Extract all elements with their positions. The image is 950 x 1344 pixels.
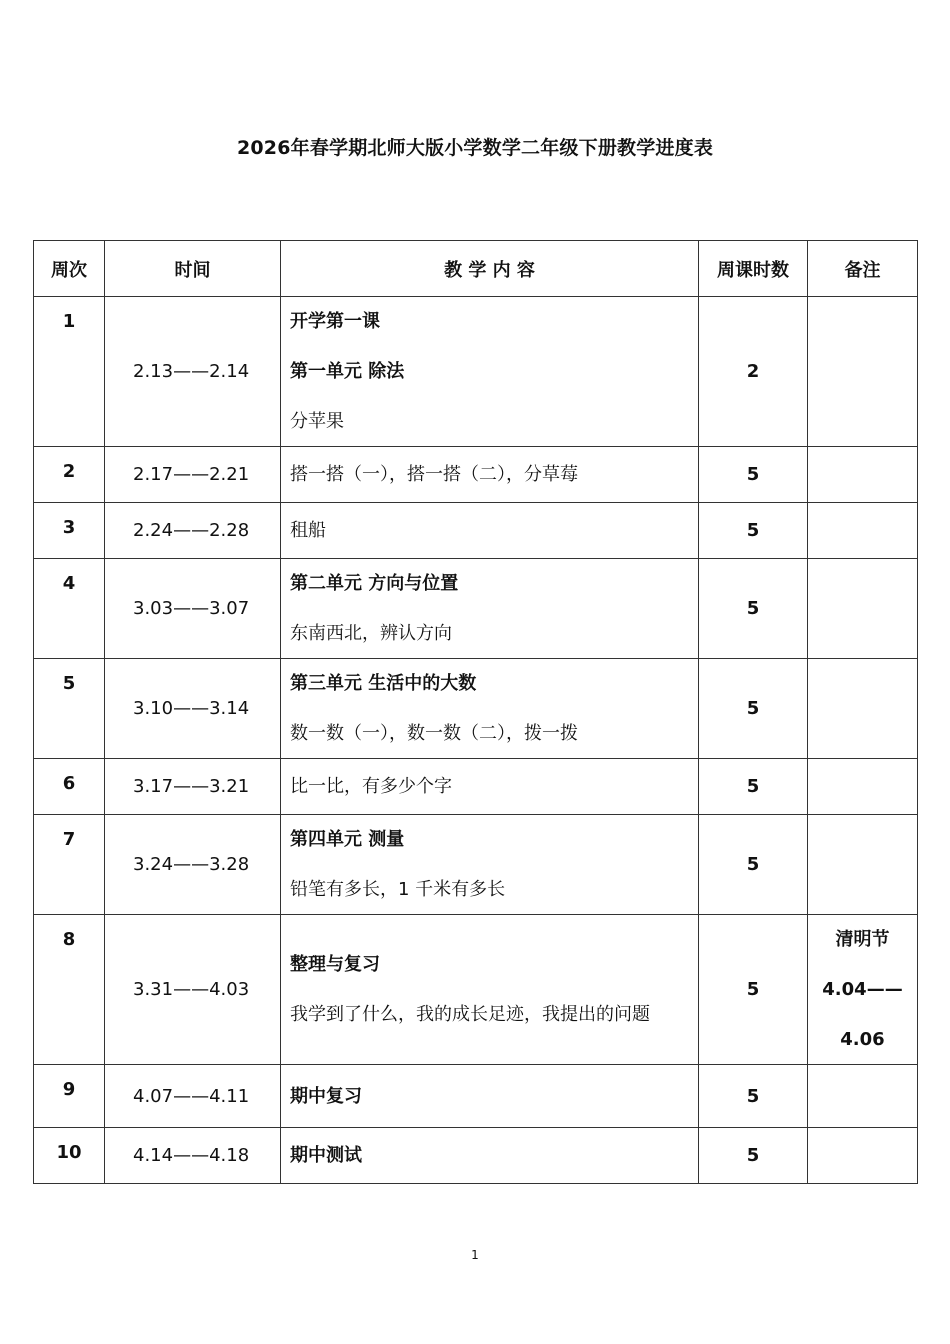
header-week: 周次 (34, 241, 105, 297)
content-cell (281, 759, 699, 815)
hours-cell: 5 (699, 447, 808, 503)
week-cell: 5 (34, 659, 105, 759)
time-cell: 3.24——3.28 (105, 815, 281, 915)
week-cell: 9 (34, 1065, 105, 1128)
page-title: 2026年春学期北师大版小学数学二年级下册教学进度表 (236, 137, 714, 159)
header-time: 时间 (105, 241, 281, 297)
note-cell (808, 1065, 918, 1128)
content-line: 第四单元 测量 (290, 829, 405, 850)
note-cell (808, 1128, 918, 1184)
hours-cell: 5 (699, 815, 808, 915)
content-cell (281, 447, 699, 503)
hours-cell: 5 (699, 559, 808, 659)
table-header-row (34, 241, 918, 297)
content-line: 第三单元 生活中的大数 (290, 673, 477, 694)
table-row (34, 659, 918, 759)
note-line: 清明节 (835, 929, 890, 950)
time-cell: 3.17——3.21 (105, 759, 281, 815)
content-line: 数一数（一），数一数（二），拨一拨 (290, 723, 578, 744)
header-notes: 备注 (808, 241, 918, 297)
time-cell: 4.07——4.11 (105, 1065, 281, 1128)
week-cell: 8 (34, 915, 105, 1065)
week-cell: 4 (34, 559, 105, 659)
note-line: 4.04—— (822, 979, 903, 1000)
week-cell: 3 (34, 503, 105, 559)
hours-cell: 5 (699, 503, 808, 559)
note-cell (808, 447, 918, 503)
content-line: 铅笔有多长，1 千米有多长 (290, 879, 506, 900)
table-row (34, 447, 918, 503)
time-cell: 4.14——4.18 (105, 1128, 281, 1184)
content-cell (281, 297, 699, 447)
week-cell: 10 (34, 1128, 105, 1184)
note-cell (808, 659, 918, 759)
content-cell (281, 1065, 699, 1128)
hours-cell: 5 (699, 915, 808, 1065)
time-cell: 2.13——2.14 (105, 297, 281, 447)
time-cell: 3.10——3.14 (105, 659, 281, 759)
content-cell (281, 659, 699, 759)
note-cell (808, 559, 918, 659)
content-line: 租船 (290, 520, 326, 541)
time-cell: 3.03——3.07 (105, 559, 281, 659)
hours-cell: 5 (699, 759, 808, 815)
content-cell (281, 815, 699, 915)
table-row (34, 815, 918, 915)
time-cell: 2.17——2.21 (105, 447, 281, 503)
content-cell (281, 915, 699, 1065)
hours-cell: 5 (699, 659, 808, 759)
content-line: 搭一搭（一），搭一搭（二），分草莓 (290, 464, 578, 485)
note-cell (808, 503, 918, 559)
week-cell: 2 (34, 447, 105, 503)
table-row (34, 503, 918, 559)
table-row (34, 1065, 918, 1128)
table-row (34, 1128, 918, 1184)
content-line: 开学第一课 (290, 311, 380, 332)
note-cell (808, 297, 918, 447)
content-cell (281, 503, 699, 559)
page-number: 1 (471, 1248, 479, 1262)
header-content: 教 学 内 容 (281, 241, 699, 297)
content-cell (281, 1128, 699, 1184)
hours-cell: 2 (699, 297, 808, 447)
note-cell (808, 915, 918, 1065)
time-cell: 3.31——4.03 (105, 915, 281, 1065)
week-cell: 1 (34, 297, 105, 447)
note-cell (808, 815, 918, 915)
content-line: 期中测试 (290, 1145, 362, 1166)
content-line: 我学到了什么，我的成长足迹，我提出的问题 (290, 1004, 650, 1025)
note-cell (808, 759, 918, 815)
table-row (34, 759, 918, 815)
week-cell: 7 (34, 815, 105, 915)
table-row (34, 297, 918, 447)
week-cell: 6 (34, 759, 105, 815)
hours-cell: 5 (699, 1065, 808, 1128)
schedule-table (33, 240, 918, 1184)
content-line: 期中复习 (290, 1085, 362, 1107)
header-hours: 周课时数 (699, 241, 808, 297)
content-line: 第二单元 方向与位置 (290, 573, 459, 594)
hours-cell: 5 (699, 1128, 808, 1184)
content-line: 第一单元 除法 (290, 361, 405, 382)
table-row (34, 915, 918, 1065)
content-line: 分苹果 (290, 411, 344, 432)
content-line: 东南西北，辨认方向 (290, 623, 452, 644)
content-line: 比一比，有多少个字 (290, 776, 452, 797)
time-cell: 2.24——2.28 (105, 503, 281, 559)
content-line: 整理与复习 (290, 954, 380, 975)
note-line: 4.06 (840, 1029, 885, 1050)
table-row (34, 559, 918, 659)
content-cell (281, 559, 699, 659)
